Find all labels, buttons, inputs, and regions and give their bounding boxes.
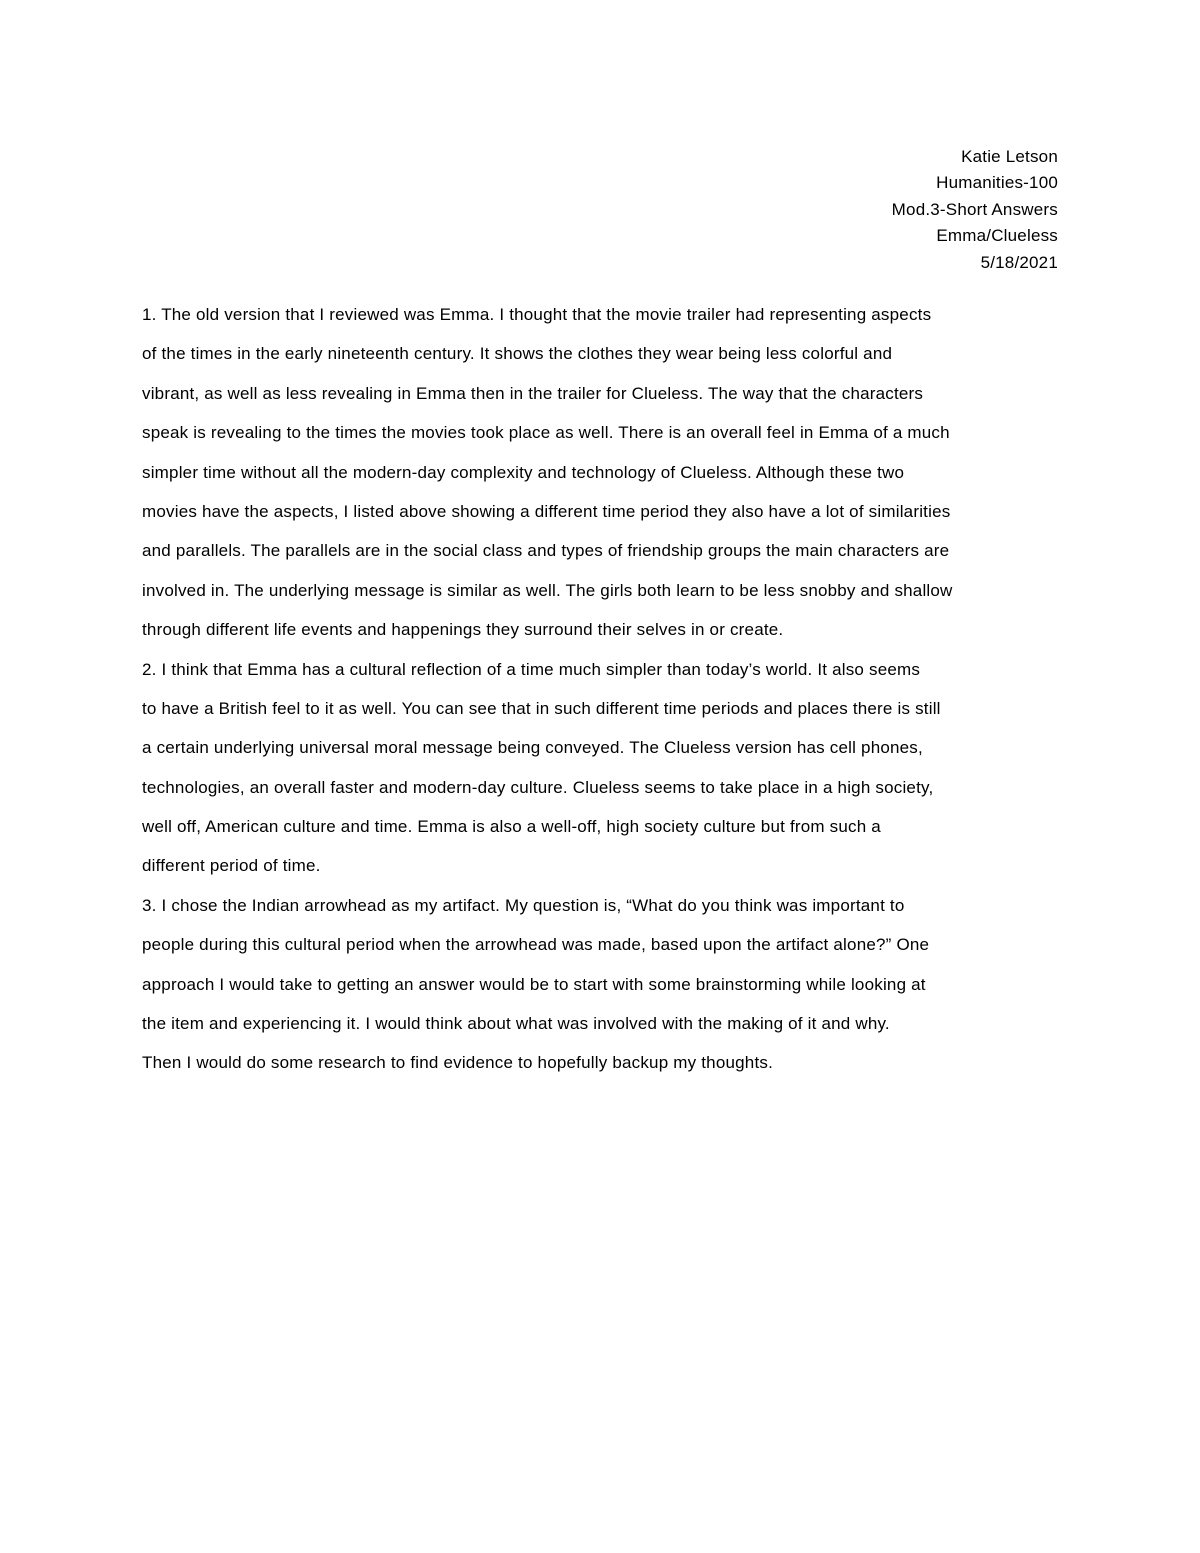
author-name: Katie Letson — [961, 147, 1058, 166]
body-line: approach I would take to getting an answer would be to start with some brainstorming while looking at — [142, 974, 926, 994]
assignment-title: Mod.3-Short Answers — [891, 199, 1058, 219]
body-line: and parallels. The parallels are in the social class and types of friendship groups the main characters are — [142, 541, 950, 561]
body-line: 2. I think that Emma has a cultural reflection of a time much simpler than today’s world. It also seems — [142, 659, 921, 679]
body-line: well off, American culture and time. Emma is also a well-off, high society culture but from such a — [142, 817, 881, 837]
body-line: technologies, an overall faster and modern-day culture. Clueless seems to take place in a high society, — [142, 777, 934, 797]
body-line: simpler time without all the modern-day complexity and technology of Clueless. Although these two — [142, 462, 905, 482]
header-block — [658, 144, 1058, 276]
answers-body — [142, 302, 1062, 1090]
body-line: through different life events and happenings they surround their selves in or create. — [142, 620, 784, 640]
course-name: Humanities-100 — [936, 173, 1058, 193]
topic-title: Emma/Clueless — [936, 226, 1058, 246]
body-line: movies have the aspects, I listed above showing a different time period they also have a lot of similarities — [142, 501, 951, 521]
body-line: people during this cultural period when the arrowhead was made, based upon the artifact alone?” One — [142, 935, 930, 955]
body-line: the item and experiencing it. I would think about what was involved with the making of it and why. — [142, 1014, 890, 1034]
body-line: a certain underlying universal moral message being conveyed. The Clueless version has cell phones, — [142, 738, 923, 758]
document-date: 5/18/2021 — [980, 252, 1058, 272]
body-line: different period of time. — [142, 856, 321, 876]
body-line: speak is revealing to the times the movies took place as well. There is an overall feel in Emma of a much — [142, 423, 950, 443]
body-line: 3. I chose the Indian arrowhead as my artifact. My question is, “What do you think was important to — [142, 895, 905, 915]
body-line: 1. The old version that I reviewed was Emma. I thought that the movie trailer had representing aspects — [142, 305, 932, 324]
body-line: Then I would do some research to find evidence to hopefully backup my thoughts. — [142, 1053, 773, 1073]
body-line: vibrant, as well as less revealing in Emma then in the trailer for Clueless. The way that the characters — [142, 383, 924, 403]
body-line: involved in. The underlying message is similar as well. The girls both learn to be less snobby and shallow — [142, 580, 953, 600]
body-line: to have a British feel to it as well. You can see that in such different time periods and places there is still — [142, 698, 941, 718]
body-line: of the times in the early nineteenth century. It shows the clothes they wear being less colorful and — [142, 344, 893, 364]
